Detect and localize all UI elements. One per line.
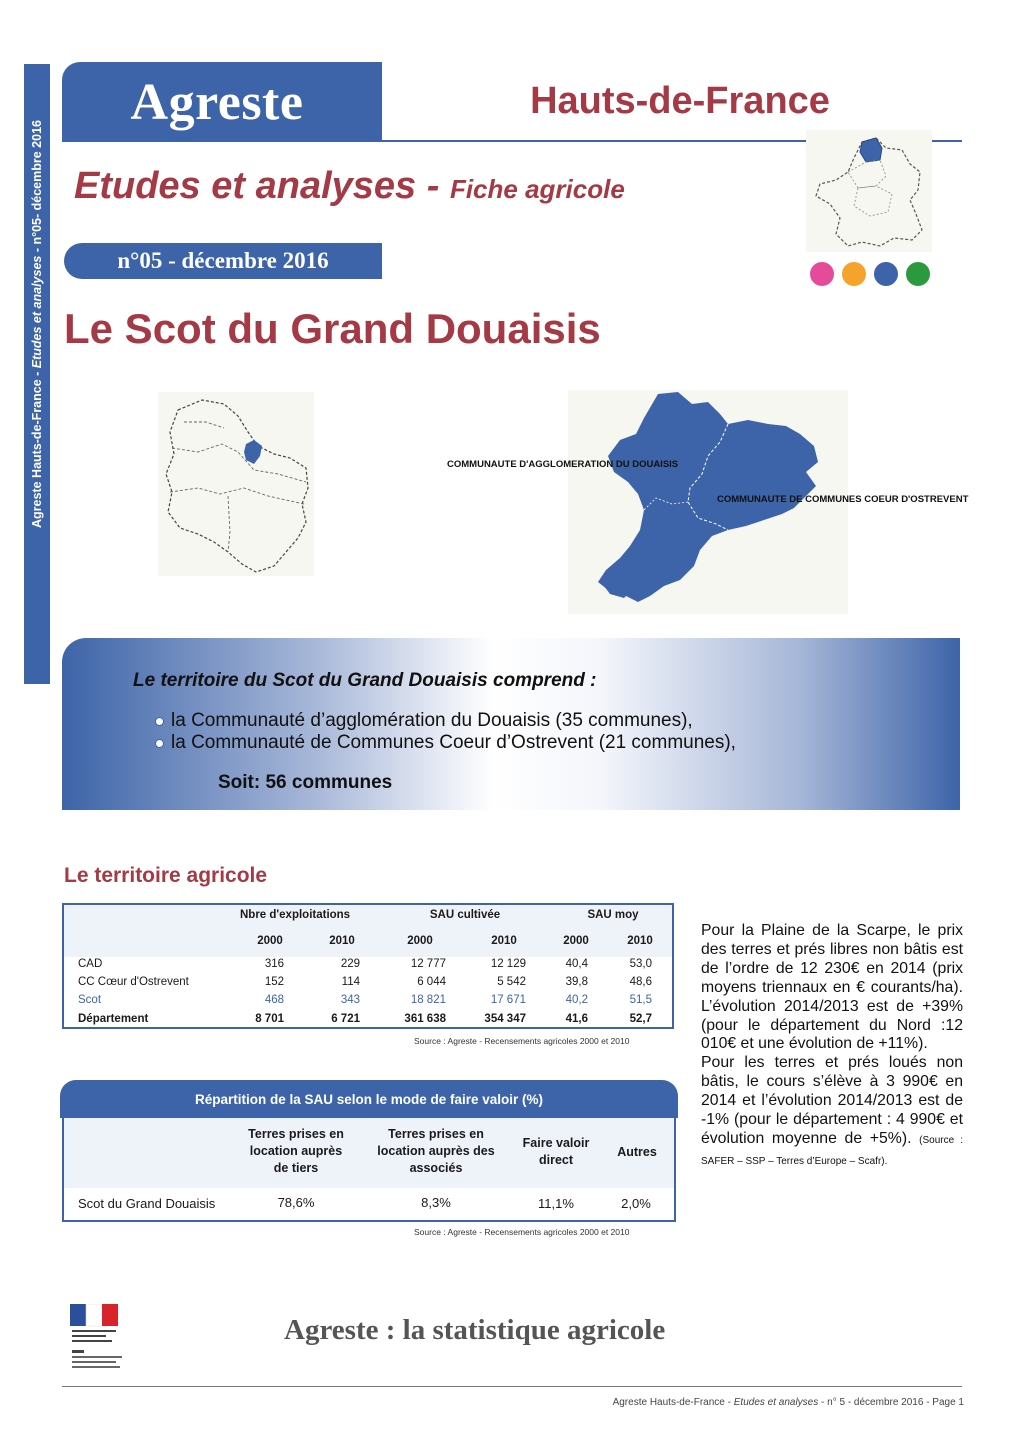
government-logo-icon [66,1304,124,1374]
table-cell: 152 [264,976,284,988]
brand-logo [62,62,382,142]
footer-title: Agreste : la statistique agricole [284,1314,666,1346]
column-group-header: SAU cultivée [429,909,501,921]
table-cell: 114 [341,976,360,988]
footer-rule [62,1386,962,1387]
nord-map-icon [158,392,314,576]
issue-badge: n°05 - décembre 2016 [64,243,382,279]
panel-heading: Le territoire du Scot du Grand Douaisis comprend : [133,670,597,691]
table-cell: 316 [264,958,284,970]
table-title: Répartition de la SAU selon le mode de faire valoir (%) [60,1080,678,1118]
column-header: Autres [617,1145,657,1159]
column-header: 2010 [627,935,653,947]
page-title: Le Scot du Grand Douaisis [64,305,601,352]
table-cell: 5 542 [497,976,526,988]
blue-dot-icon [874,262,898,286]
row-label: CC Cœur d'Ostrevent [78,976,189,988]
column-header: Terres prises en location auprès de tiers [248,1127,344,1175]
green-dot-icon [906,262,930,286]
table-cell: 18 821 [410,994,446,1006]
region-title: Hauts-de-France [530,80,830,122]
table-cell: 53,0 [629,958,652,970]
column-group-header: SAU moy [587,909,639,921]
list-item: la Communauté d’agglomération du Douaisis (35 communes), [155,710,693,732]
row-label: Scot du Grand Douaisis [78,1196,216,1211]
map-label-cad: COMMUNAUTE D'AGGLOMERATION DU DOUAISIS [447,459,679,470]
row-label: CAD [78,958,103,970]
bullet-icon [155,717,164,726]
table-cell: 40,2 [565,994,588,1006]
table-cell: 48,6 [629,976,652,988]
table-cell: 39,8 [565,976,588,988]
table-cell: 354 347 [484,1013,526,1025]
table-cell: 468 [264,994,284,1006]
table-cell: 2,0% [621,1196,651,1211]
table-cell: 11,1% [538,1196,574,1211]
table-source: Source : Agreste - Recensements agricoles 2000 et 2010 [414,1227,630,1237]
table-cell: 78,6% [277,1195,315,1210]
side-band-label: Agreste Hauts-de-France - Etudes et analyses - n°05- décembre 2016 [30,120,45,528]
table-cell: 6 721 [331,1013,360,1025]
map-label-cco: COMMUNAUTE DE COMMUNES COEUR D'OSTREVENT [717,494,969,505]
footer-note: Agreste Hauts-de-France - Etudes et analyses - n° 5 - décembre 2016 - Page 1 [612,1397,964,1408]
body-text [701,922,963,1172]
column-header: Terres prises en location auprès des associés [377,1127,495,1175]
table-source: Source : Agreste - Recensements agricoles 2000 et 2010 [414,1036,630,1046]
pink-dot-icon [810,262,834,286]
column-header: 2000 [257,935,283,947]
table-cell: 52,7 [629,1013,652,1025]
column-group-header: Nbre d'exploitations [240,909,351,921]
bullet-icon [155,739,164,748]
column-header: 2010 [329,935,355,947]
table-cell: 6 044 [417,976,446,988]
table-cell: 41,6 [565,1013,588,1025]
series-title: Etudes et analyses - Fiche agricole [74,165,625,207]
table-cell: 51,5 [629,994,652,1006]
farms-table [62,903,674,1029]
table-cell: 343 [340,994,360,1006]
list-item: la Communauté de Communes Coeur d’Ostrevent (21 communes), [155,732,736,754]
table-cell: 12 129 [490,958,526,970]
column-header: 2000 [563,935,589,947]
column-header: Faire valoir direct [522,1136,590,1167]
panel-total: Soit: 56 communes [218,772,393,793]
brand-name: Agreste [130,73,304,131]
table-cell: 17 671 [490,994,526,1006]
row-label: Scot [78,994,102,1006]
paragraph: Pour les terres et prés loués non bâtis, le cours s’élève à 3 990€ en 2014 et l’évolution 2014/2013 est de -1% (pour le département : 4 990€ et évolution moyenne de +5%). (Source : SAFER – SSP – Terres d’Europe – Scafr). [701,1054,963,1167]
orange-dot-icon [842,262,866,286]
table-cell: 8,3% [421,1195,451,1210]
row-label: Département [78,1013,149,1025]
table-cell: 361 638 [404,1013,446,1025]
france-map-icon [806,130,932,252]
table-cell: 8 701 [255,1013,284,1025]
column-header: 2000 [407,935,433,947]
section-title: Le territoire agricole [64,864,268,887]
table-cell: 40,4 [565,958,588,970]
table-cell: 12 777 [410,958,446,970]
column-header: 2010 [491,935,517,947]
paragraph: Pour la Plaine de la Scarpe, le prix des terres et prés libres non bâtis est de l’ordre de 12 230€ en 2014 (prix moyens triennaux en € courants/ha). L’évolution 2014/2013 est de +39% (pour le département du Nord :12 010€ et une évolution de +11%). [701,922,963,1053]
table-cell: 229 [340,958,360,970]
